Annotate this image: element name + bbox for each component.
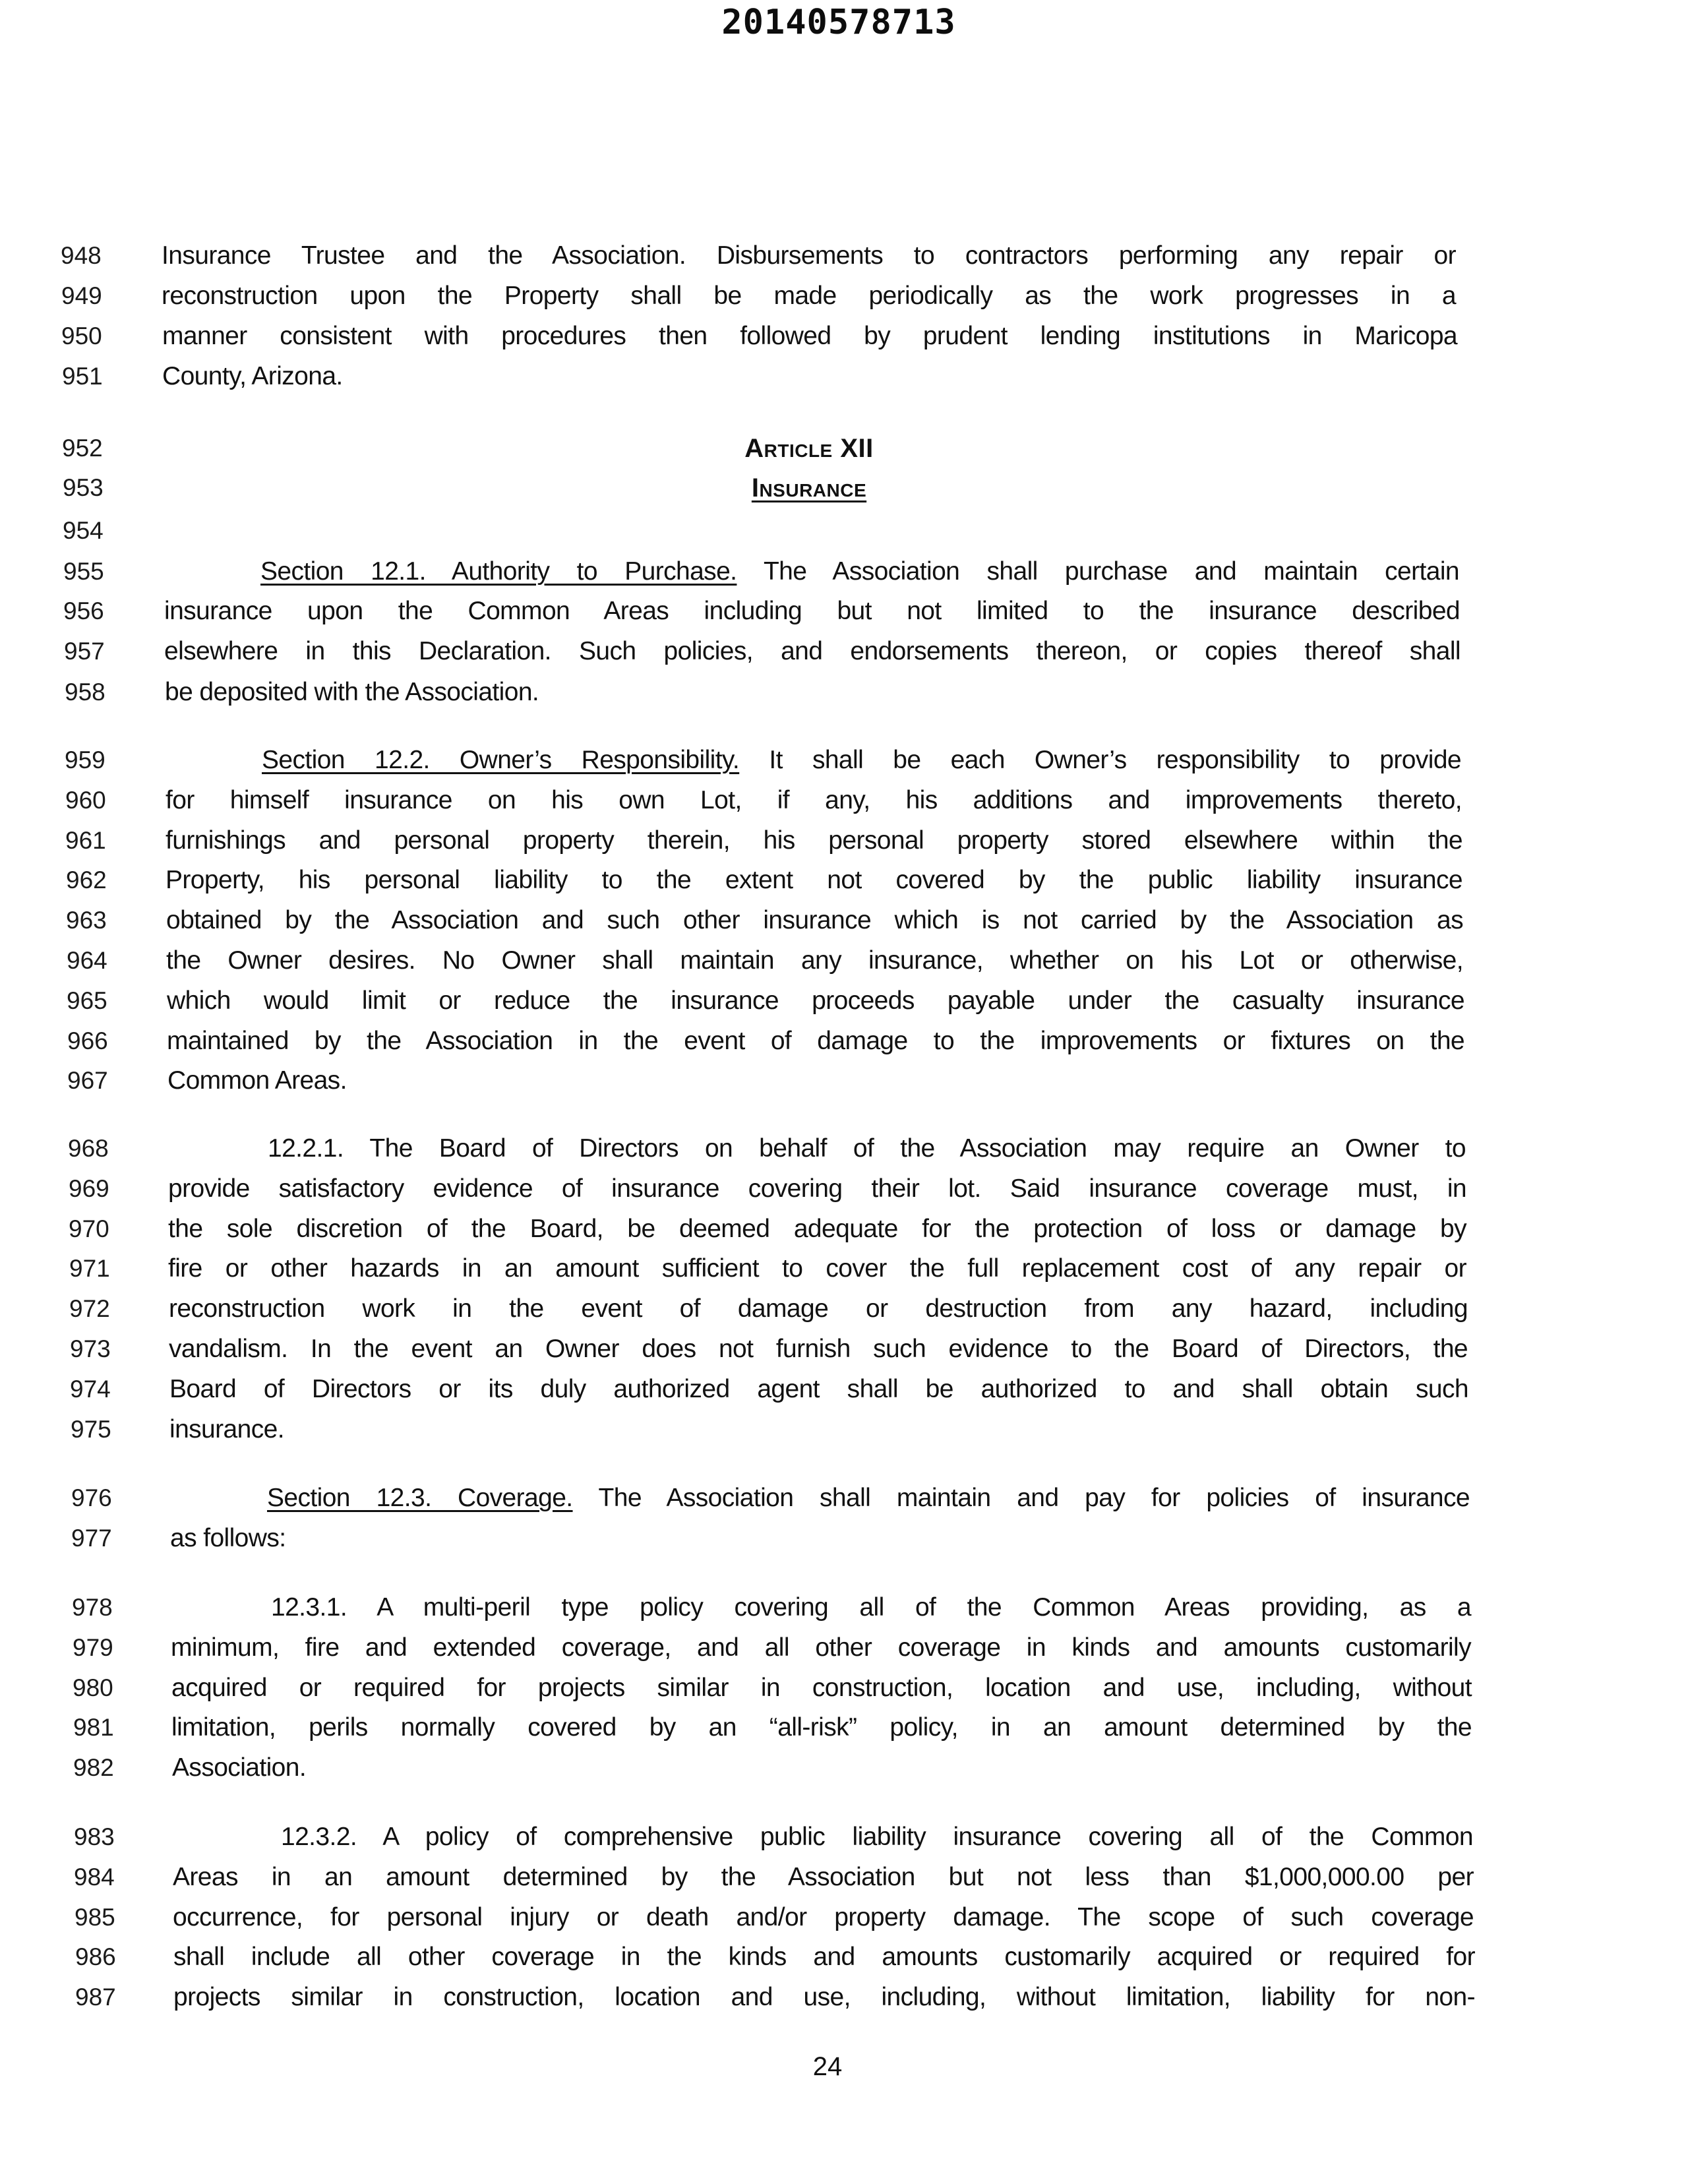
document-line — [268, 1132, 1466, 1165]
line-text: 12.2.1. The Board of Directors on behalf of the Association may require an Owner to — [268, 1134, 1466, 1163]
line-number: 961 — [65, 827, 106, 854]
document-line — [171, 1672, 1472, 1705]
line-number: 950 — [61, 322, 102, 349]
line-text: manner consistent with procedures then followed by prudent lending institutions in Maricopa — [162, 322, 1457, 350]
line-text: The Association shall purchase and maintain certain — [737, 557, 1459, 586]
line-text: limitation, perils normally covered by an “all-risk” policy, in an amount determined by the — [171, 1713, 1472, 1742]
document-line — [168, 1213, 1466, 1246]
line-number: 967 — [67, 1067, 108, 1094]
article-heading-line — [0, 471, 1618, 504]
line-number: 954 — [63, 517, 104, 544]
article-title: Article XII — [744, 434, 874, 463]
document-line — [173, 1981, 1475, 2014]
line-number: 963 — [66, 907, 107, 934]
document-line — [164, 595, 1460, 628]
line-text: 12.3.1. A multi-peril type policy covering all of the Common Areas providing, as a — [271, 1593, 1471, 1622]
article-subtitle: Insurance — [751, 473, 867, 502]
line-number: 953 — [63, 474, 104, 501]
line-text: Insurance Trustee and the Association. Disbursements to contractors performing any repair or — [162, 241, 1456, 270]
line-text: The Association shall maintain and pay for policies of insurance — [572, 1484, 1470, 1512]
document-line — [164, 514, 1459, 547]
document-line — [162, 320, 1457, 353]
recording-number: 20140578713 — [721, 3, 956, 42]
document-line — [171, 1711, 1472, 1744]
line-number: 982 — [73, 1754, 114, 1781]
line-number: 981 — [73, 1714, 114, 1741]
line-text: County, Arizona. — [162, 362, 343, 390]
line-number: 959 — [65, 746, 106, 774]
line-text: acquired or required for projects similar in construction, location and use, including, without — [171, 1674, 1472, 1702]
document-line — [166, 784, 1462, 817]
line-number: 957 — [64, 638, 105, 665]
line-number: 985 — [75, 1904, 115, 1931]
section-heading: Section 12.2. Owner’s Responsibility. — [262, 746, 740, 774]
line-text: fire or other hazards in an amount sufficient to cover the full replacement cost of any repair or — [168, 1254, 1466, 1283]
line-text: insurance. — [169, 1415, 284, 1443]
document-line — [173, 1901, 1474, 1934]
line-text: It shall be each Owner’s responsibility to provide — [739, 746, 1461, 774]
line-number: 979 — [73, 1634, 113, 1661]
document-line — [168, 1252, 1466, 1285]
line-text: maintained by the Association in the event of damage to the improvements or fixtures on the — [167, 1027, 1464, 1055]
line-number: 962 — [66, 866, 107, 894]
document-line — [164, 635, 1461, 668]
line-text: Areas in an amount determined by the Association but not less than $1,000,000.00 per — [173, 1863, 1474, 1891]
document-line — [172, 1751, 1473, 1784]
line-text: occurrence, for personal injury or death and/or property damage. The scope of such coverage — [173, 1903, 1474, 1931]
document-line — [169, 1373, 1468, 1406]
document-line — [162, 360, 1457, 393]
line-text: be deposited with the Association. — [165, 678, 539, 706]
line-text: obtained by the Association and such other insurance which is not carried by the Association as — [166, 906, 1463, 934]
line-number: 948 — [61, 242, 102, 269]
line-text: Common Areas. — [167, 1066, 347, 1095]
line-text: Board of Directors or its duly authorized agent shall be authorized to and shall obtain such — [169, 1375, 1468, 1403]
document-line — [271, 1591, 1471, 1624]
line-number: 966 — [67, 1027, 108, 1054]
document-line — [260, 555, 1459, 588]
line-number: 987 — [75, 1984, 116, 2011]
document-line — [170, 1522, 1470, 1555]
line-text: for himself insurance on his own Lot, if any, his additions and improvements thereto, — [166, 786, 1462, 814]
line-text: insurance upon the Common Areas including but not limited to the insurance described — [164, 597, 1460, 625]
document-line — [166, 944, 1463, 977]
line-number: 972 — [69, 1295, 110, 1322]
line-number: 986 — [75, 1943, 116, 1970]
document-line — [262, 744, 1461, 777]
line-number: 976 — [71, 1484, 112, 1511]
document-line — [169, 1413, 1468, 1446]
line-text: shall include all other coverage in the kinds and amounts customarily acquired or required for — [173, 1943, 1475, 1971]
line-text: vandalism. In the event an Owner does not furnish such evidence to the Board of Directors, the — [169, 1335, 1468, 1363]
line-number: 973 — [70, 1335, 111, 1362]
document-line — [162, 239, 1456, 272]
line-text: elsewhere in this Declaration. Such policies, and endorsements thereon, or copies thereof shall — [164, 637, 1461, 665]
article-heading-line — [0, 432, 1618, 465]
document-line — [167, 985, 1464, 1017]
line-number: 965 — [67, 987, 107, 1014]
line-number: 949 — [61, 282, 102, 309]
line-text: the sole discretion of the Board, be deemed adequate for the protection of loss or damage by — [168, 1215, 1466, 1243]
document-line — [169, 1333, 1468, 1366]
document-line — [171, 1631, 1471, 1664]
document-line — [166, 864, 1462, 897]
document-line — [166, 904, 1463, 937]
document-line — [267, 1482, 1470, 1515]
line-number: 951 — [62, 363, 103, 390]
line-number: 958 — [65, 679, 106, 706]
line-text: 12.3.2. A policy of comprehensive public liability insurance covering all of the Common — [281, 1823, 1473, 1851]
line-text: reconstruction upon the Property shall be made periodically as the work progresses in a — [162, 282, 1456, 310]
line-number: 964 — [67, 947, 107, 974]
line-number: 984 — [74, 1864, 115, 1891]
line-text: reconstruction work in the event of damage or destruction from any hazard, including — [169, 1294, 1468, 1323]
line-text: which would limit or reduce the insurance proceeds payable under the casualty insurance — [167, 986, 1464, 1015]
line-text: provide satisfactory evidence of insurance covering their lot. Said insurance coverage must, in — [168, 1174, 1466, 1203]
line-number: 983 — [74, 1823, 115, 1850]
document-line — [173, 1861, 1474, 1894]
document-line — [167, 1064, 1465, 1097]
document-line — [281, 1821, 1473, 1854]
line-text: as follows: — [170, 1524, 286, 1552]
document-line — [168, 1172, 1466, 1205]
line-number: 960 — [65, 787, 106, 814]
line-text: the Owner desires. No Owner shall maintain any insurance, whether on his Lot or otherwise, — [166, 946, 1463, 975]
line-text: Association. — [172, 1753, 307, 1782]
line-number: 974 — [70, 1376, 111, 1403]
document-line — [169, 1292, 1468, 1325]
line-number: 970 — [69, 1215, 109, 1242]
line-number: 971 — [69, 1255, 110, 1282]
document-line — [167, 1025, 1464, 1058]
line-text: minimum, fire and extended coverage, and all other coverage in kinds and amounts customarily — [171, 1633, 1471, 1662]
page-number: 24 — [812, 2052, 843, 2081]
line-number: 952 — [62, 435, 103, 462]
document-line — [165, 676, 1461, 709]
line-number: 975 — [71, 1416, 111, 1443]
line-number: 969 — [69, 1175, 109, 1202]
line-number: 980 — [73, 1674, 113, 1701]
section-heading: Section 12.3. Coverage. — [267, 1484, 573, 1512]
line-number: 968 — [68, 1135, 109, 1162]
line-number: 977 — [71, 1525, 112, 1552]
line-text: furnishings and personal property therein, his personal property stored elsewhere within the — [166, 826, 1462, 855]
document-line — [173, 1941, 1475, 1974]
document-line — [162, 280, 1456, 313]
line-number: 956 — [63, 597, 104, 624]
document-line — [166, 824, 1462, 857]
line-text: projects similar in construction, location and use, including, without limitation, liability for non- — [173, 1983, 1475, 2011]
line-text: Property, his personal liability to the extent not covered by the public liability insurance — [166, 866, 1462, 894]
section-heading: Section 12.1. Authority to Purchase. — [260, 557, 737, 586]
line-number: 955 — [63, 558, 104, 585]
line-number: 978 — [72, 1594, 113, 1621]
